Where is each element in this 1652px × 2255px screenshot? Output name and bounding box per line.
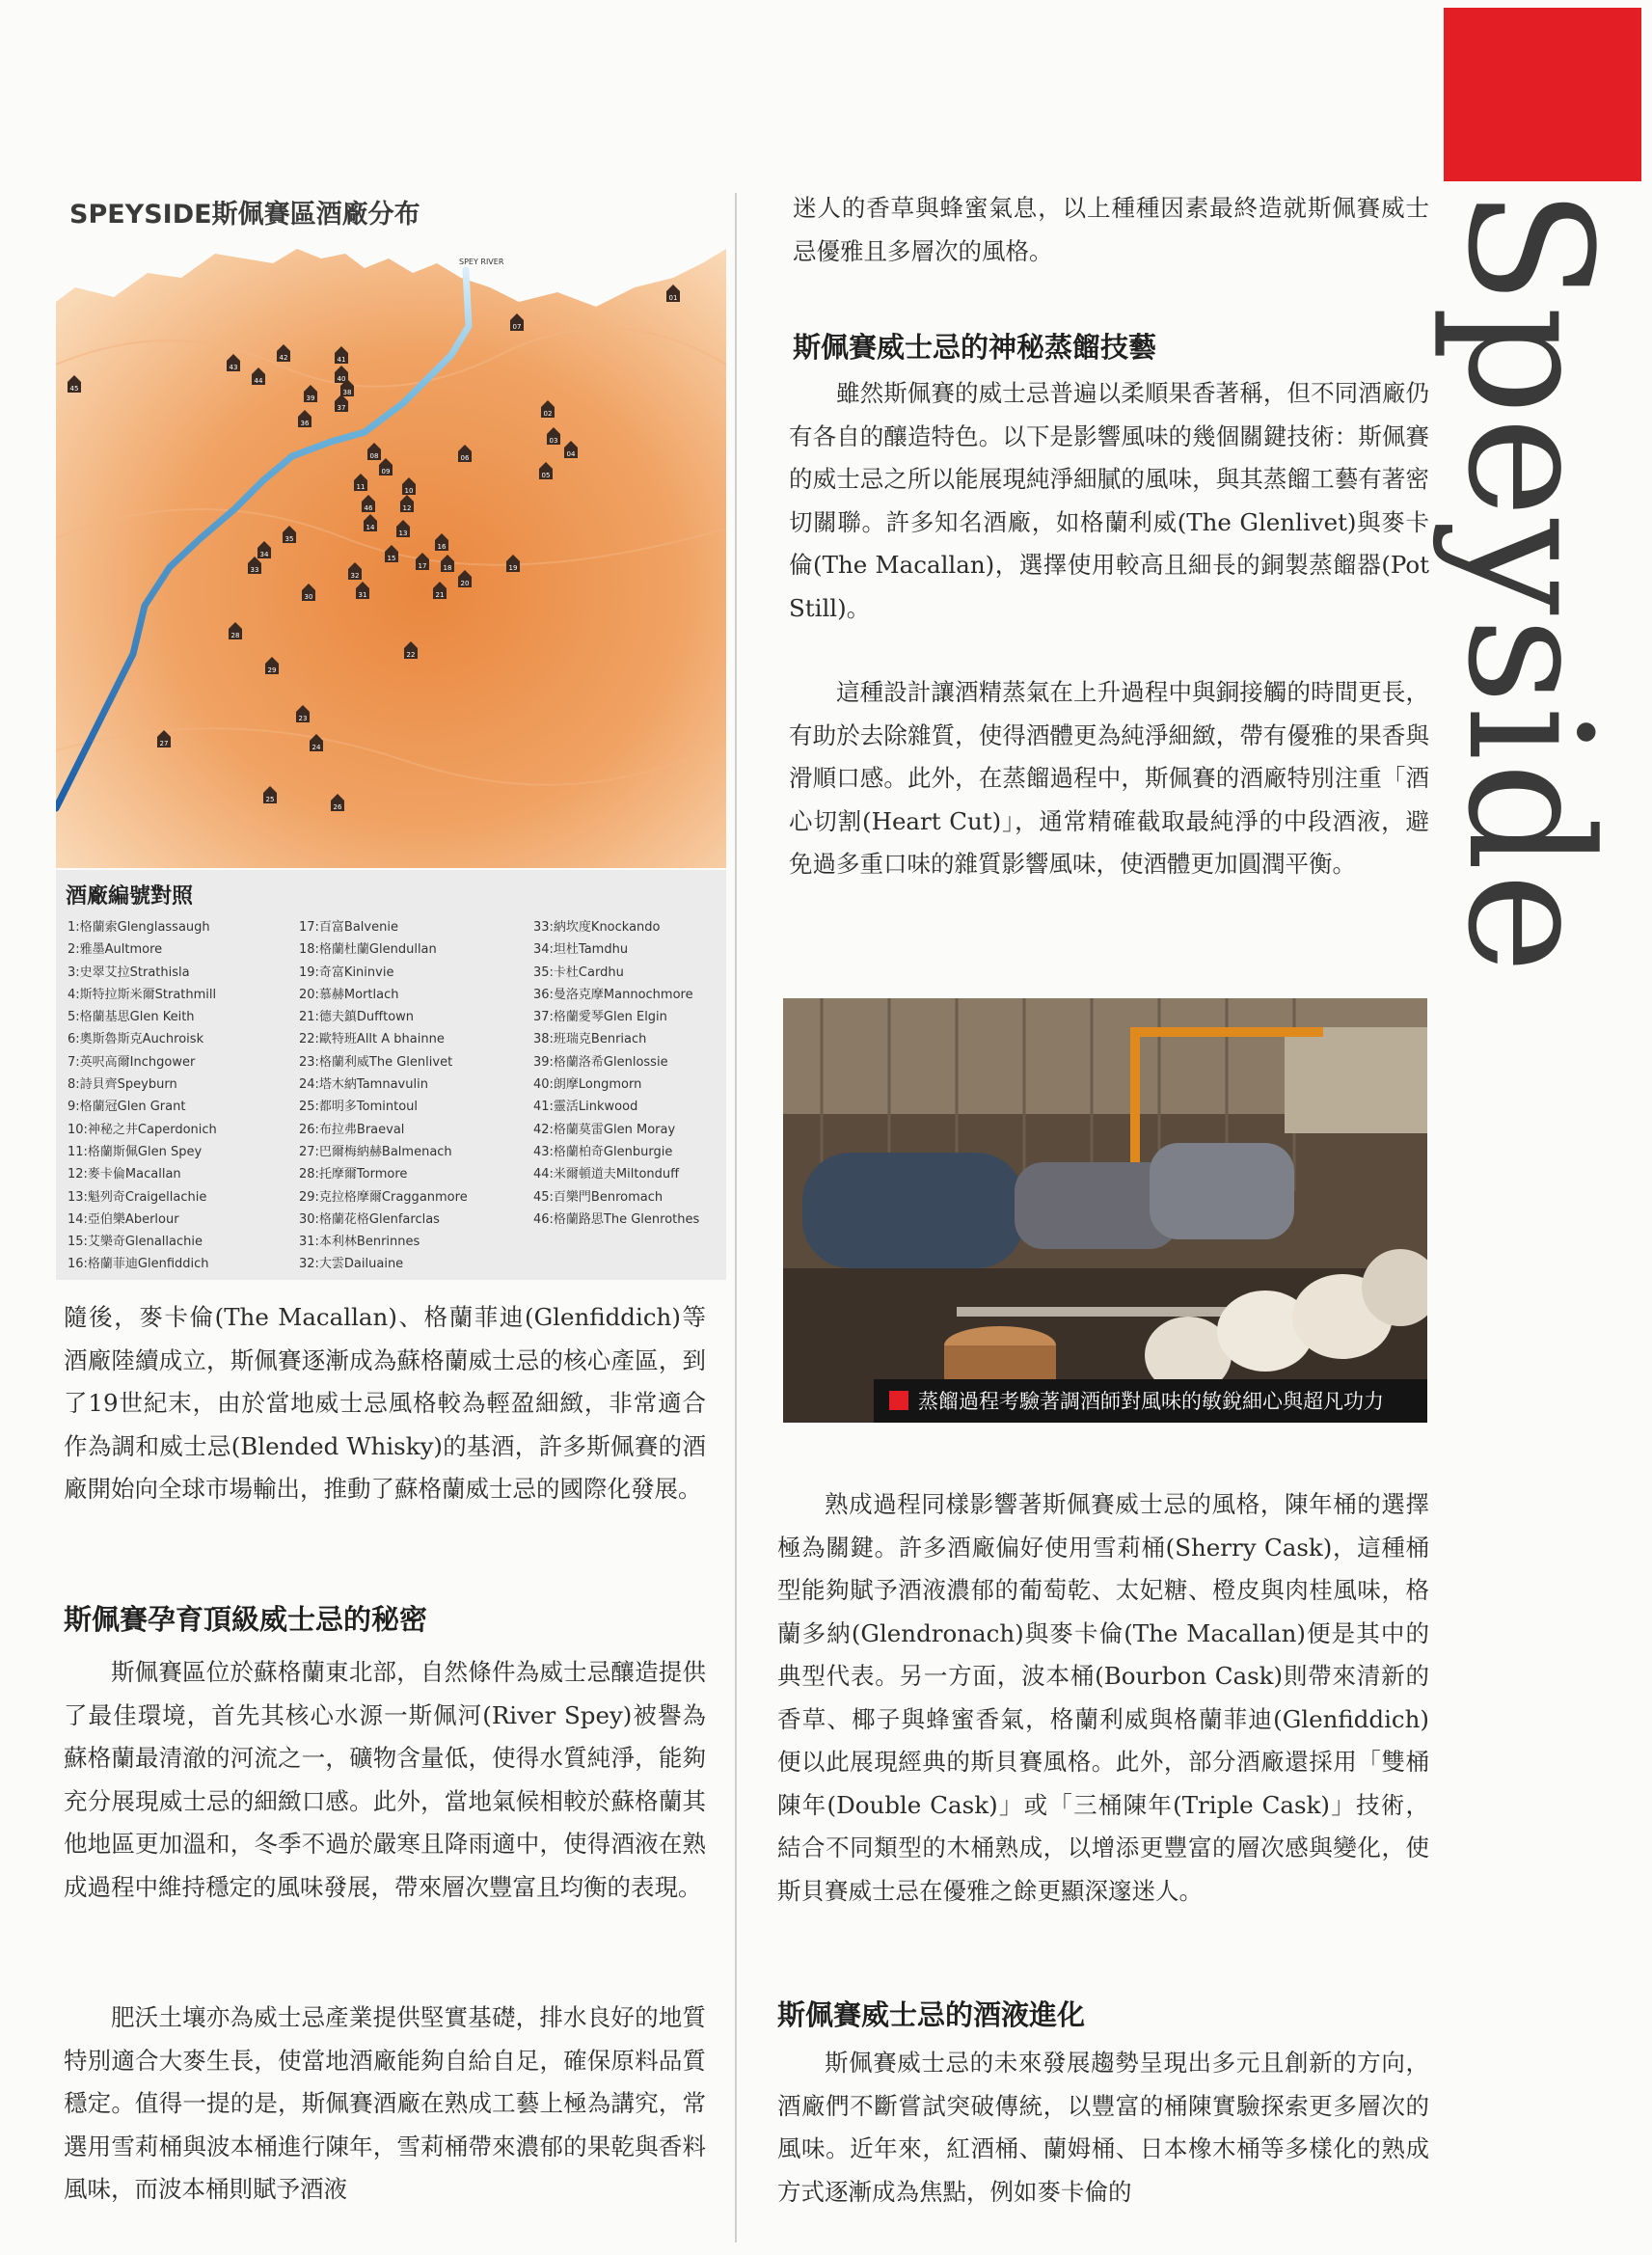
svg-text:16: 16 [437, 543, 447, 551]
legend-entry: 6:奧斯魯斯克Auchroisk [68, 1032, 204, 1047]
svg-text:12: 12 [402, 504, 412, 512]
column-divider [735, 193, 737, 2242]
legend-entry: 14:亞伯樂Aberlour [68, 1211, 179, 1227]
legend-title: 酒廠編號對照 [66, 884, 194, 909]
svg-text:23: 23 [298, 715, 308, 722]
right-paragraph-0: 迷人的香草與蜂蜜氣息，以上種種因素最終造就斯佩賽威士忌優雅且多層次的風格。 [793, 194, 1429, 265]
right-paragraph-4: 斯佩賽威士忌的未來發展趨勢呈現出多元且創新的方向，酒廠們不斷嘗試突破傳統，以豐富的桶陳實驗探索更多層次的風味。近年來，紅酒桶、蘭姆桶、日本橡木桶等多樣化的熟成方式逐漸成為焦點，例如麥卡倫的 [777, 2049, 1429, 2206]
svg-text:35: 35 [284, 535, 294, 543]
legend-entry: 38:班瑞克Benriach [533, 1032, 647, 1047]
legend-entry: 45:百樂門Benromach [533, 1189, 664, 1205]
red-accent-block [1444, 8, 1641, 181]
legend-column-1 [68, 916, 217, 1276]
svg-text:45: 45 [69, 385, 79, 393]
legend-entry: 43:格蘭柏奇Glenburgie [533, 1144, 673, 1159]
svg-text:03: 03 [549, 437, 558, 445]
legend-entry: 4:斯特拉斯米爾Strathmill [68, 987, 217, 1002]
svg-text:36: 36 [300, 420, 310, 427]
svg-text:14: 14 [366, 524, 375, 531]
legend-entry: 12:麥卡倫Macallan [68, 1167, 181, 1182]
legend-entry: 37:格蘭愛琴Glen Elgin [533, 1010, 667, 1025]
svg-text:33: 33 [250, 566, 259, 574]
svg-text:41: 41 [337, 356, 346, 364]
map-title: SPEYSIDE斯佩賽區酒廠分布 [69, 200, 420, 230]
left-paragraph-1: 隨後，麥卡倫(The Macallan)、格蘭菲迪(Glenfiddich)等酒廠陸續成立，斯佩賽逐漸成為蘇格蘭威士忌的核心產區，到了19世紀末，由於當地威士忌風格較為輕盈細緻，非常適合作為調和威士忌(Blended Whisky)的基酒，許多斯佩賽的酒廠開始向全球市場輸出，推動了蘇格蘭威士忌的國際化發展。 [64, 1303, 706, 1503]
svg-text:27: 27 [159, 740, 169, 747]
svg-text:19: 19 [508, 564, 518, 572]
svg-text:18: 18 [443, 564, 452, 572]
photo-caption: 蒸餾過程考驗著調酒師對風味的敏銳細心與超凡功力 [918, 1390, 1384, 1413]
svg-text:15: 15 [387, 555, 396, 562]
legend-entry: 25:都明多Tomintoul [299, 1100, 419, 1115]
svg-text:42: 42 [279, 354, 288, 362]
legend-entry: 18:格蘭杜蘭Glendullan [299, 942, 437, 958]
svg-text:37: 37 [337, 404, 346, 412]
legend-entry: 30:格蘭花格Glenfarclas [299, 1211, 440, 1227]
svg-text:30: 30 [304, 593, 313, 601]
legend-entry: 10:神秘之井Caperdonich [68, 1122, 217, 1137]
legend-entry: 46:格蘭路思The Glenrothes [533, 1211, 700, 1227]
svg-text:02: 02 [543, 410, 553, 418]
svg-text:28: 28 [230, 632, 240, 639]
legend-entry: 3:史翠艾拉Strathisla [68, 964, 190, 980]
section-title-vertical: Speyside [1430, 188, 1628, 976]
legend-entry: 29:克拉格摩爾Cragganmore [299, 1189, 468, 1205]
legend-entry: 34:坦杜Tamdhu [533, 942, 629, 958]
legend-entry: 36:曼洛克摩Mannochmore [533, 987, 693, 1002]
legend-entry: 11:格蘭斯佩Glen Spey [68, 1144, 203, 1159]
svg-text:43: 43 [229, 364, 238, 371]
distillery-map [56, 249, 726, 868]
left-paragraph-3: 肥沃土壤亦為威士忌產業提供堅實基礎，排水良好的地質特別適合大麥生長，使當地酒廠能夠自給自足，確保原料品質穩定。值得一提的是，斯佩賽酒廠在熟成工藝上極為講究，常選用雪莉桶與波本桶進行陳年，雪莉桶帶來濃郁的果乾與香料風味，而波本桶則賦予酒液 [64, 2003, 706, 2203]
legend-entry: 28:托摩爾Tormore [299, 1167, 408, 1182]
svg-text:40: 40 [337, 375, 346, 383]
legend-entry: 40:朗摩Longmorn [533, 1077, 642, 1093]
legend-entry: 27:巴爾梅納赫Balmenach [299, 1144, 452, 1159]
river-label: SPEY RIVER [459, 258, 504, 266]
svg-text:06: 06 [460, 454, 470, 462]
svg-text:11: 11 [356, 483, 366, 491]
legend-entry: 23:格蘭利威The Glenlivet [299, 1054, 453, 1070]
legend-entry: 2:雅墨Aultmore [68, 942, 163, 958]
svg-text:07: 07 [512, 323, 522, 331]
legend-entry: 1:格蘭索Glenglassaugh [68, 920, 210, 935]
svg-text:21: 21 [435, 591, 445, 599]
heading-secret: 斯佩賽孕育頂級威士忌的秘密 [64, 1603, 428, 1636]
svg-text:05: 05 [541, 472, 551, 479]
svg-text:08: 08 [369, 452, 379, 460]
svg-text:13: 13 [398, 530, 408, 537]
svg-text:17: 17 [418, 562, 427, 570]
svg-text:46: 46 [364, 504, 373, 512]
legend-entry: 13:魁列奇Craigellachie [68, 1189, 207, 1205]
legend-entry: 17:百富Balvenie [299, 920, 398, 935]
svg-text:22: 22 [406, 651, 416, 659]
legend-column-3 [533, 916, 699, 1231]
legend-entry: 33:納坎度Knockando [533, 920, 661, 935]
heading-evolution: 斯佩賽威士忌的酒液進化 [777, 1998, 1086, 2031]
svg-text:01: 01 [668, 294, 678, 302]
svg-text:38: 38 [342, 389, 352, 396]
legend-entry: 20:慕赫Mortlach [299, 987, 399, 1002]
legend-entry: 42:格蘭莫雷Glen Moray [533, 1122, 676, 1137]
legend-entry: 24:塔木納Tamnavulin [299, 1077, 428, 1093]
legend-entry: 7:英呎高爾Inchgower [68, 1054, 196, 1070]
svg-text:39: 39 [306, 394, 315, 402]
svg-text:10: 10 [404, 487, 414, 495]
legend-entry: 15:艾樂奇Glenallachie [68, 1235, 203, 1250]
legend-entry: 35:卡杜Cardhu [533, 964, 624, 980]
legend-entry: 41:靈活Linkwood [533, 1100, 638, 1115]
svg-text:09: 09 [381, 468, 391, 475]
svg-text:20: 20 [460, 580, 470, 587]
legend-entry: 44:米爾頓道夫Miltonduff [533, 1167, 680, 1182]
svg-text:34: 34 [259, 551, 269, 558]
svg-text:44: 44 [254, 377, 263, 385]
svg-text:24: 24 [311, 744, 321, 751]
legend-entry: 19:奇富Kininvie [299, 964, 394, 980]
svg-text:04: 04 [566, 450, 576, 458]
right-paragraph-3: 熟成過程同樣影響著斯佩賽威士忌的風格，陳年桶的選擇極為關鍵。許多酒廠偏好使用雪莉桶(Sherry Cask)，這種桶型能夠賦予酒液濃郁的葡萄乾、太妃糖、橙皮與肉桂風味，格蘭多納(Glendronach)與麥卡倫(The Macallan)便是其中的典型代表。另一方面，波本桶(Bourbon Cask)則帶來清新的香草、椰子與蜂蜜香氣，格蘭利威與格蘭菲迪(Glenfiddich)便以此展現經典的斯貝賽風格。此外，部分酒廠還採用「雙桶陳年(Double Cask)」或「三桶陳年(Triple Cask)」技術，結合不同類型的木桶熟成，以增添更豐富的層次感與變化，使斯貝賽威士忌在優雅之餘更顯深邃迷人。 [777, 1490, 1429, 1905]
legend-entry: 16:格蘭菲迪Glenfiddich [68, 1257, 209, 1272]
caption-marker [889, 1391, 908, 1410]
legend-entry: 39:格蘭洛希Glenlossie [533, 1054, 668, 1070]
legend-entry: 8:詩貝齊Speyburn [68, 1077, 177, 1093]
legend-entry: 9:格蘭冠Glen Grant [68, 1100, 186, 1115]
legend-entry: 26:布拉弗Braeval [299, 1122, 405, 1137]
legend-entry: 5:格蘭基思Glen Keith [68, 1010, 195, 1025]
legend-entry: 31:本利林Benrinnes [299, 1235, 420, 1250]
left-paragraph-2: 斯佩賽區位於蘇格蘭東北部，自然條件為威士忌釀造提供了最佳環境，首先其核心水源一斯佩河(River Spey)被譽為蘇格蘭最清澈的河流之一，礦物含量低，使得水質純淨，能夠充分展現威士忌的細緻口感。此外，當地氣候相較於蘇格蘭其他地區更加溫和，冬季不過於嚴寒且降雨適中，使得酒液在熟成過程中維持穩定的風味發展，帶來層次豐富且均衡的表現。 [64, 1658, 706, 1901]
legend-column-2 [299, 916, 468, 1276]
legend-entry: 21:德夫鎮Dufftown [299, 1010, 415, 1025]
legend-entry: 22:歐特班Allt A bhainne [299, 1032, 445, 1047]
svg-text:31: 31 [358, 591, 367, 599]
svg-text:29: 29 [267, 666, 277, 674]
right-paragraph-1: 雖然斯佩賽的威士忌普遍以柔順果香著稱，但不同酒廠仍有各自的釀造特色。以下是影響風味的幾個關鍵技術：斯佩賽的威士忌之所以能展現純淨細膩的風味，與其蒸餾工藝有著密切關聯。許多知名酒廠，如格蘭利威(The Glenlivet)與麥卡倫(The Macallan)，選擇使用較高且細長的銅製蒸餾器(Pot Still)。 [789, 379, 1429, 622]
svg-text:32: 32 [350, 572, 360, 580]
distillery-photo [783, 998, 1427, 1423]
legend-entry: 32:大雲Dailuaine [299, 1257, 404, 1272]
heading-distillation: 斯佩賽威士忌的神秘蒸餾技藝 [793, 331, 1157, 364]
right-paragraph-2: 這種設計讓酒精蒸氣在上升過程中與銅接觸的時間更長，有助於去除雜質，使得酒體更為純淨細緻，帶有優雅的果香與滑順口感。此外，在蒸餾過程中，斯佩賽的酒廠特別注重「酒心切割(Heart Cut)」，通常精確截取最純淨的中段酒液，避免過多重口味的雜質影響風味，使酒體更加圓潤平衡。 [789, 678, 1429, 878]
svg-text:26: 26 [333, 803, 342, 811]
svg-text:25: 25 [265, 796, 275, 803]
